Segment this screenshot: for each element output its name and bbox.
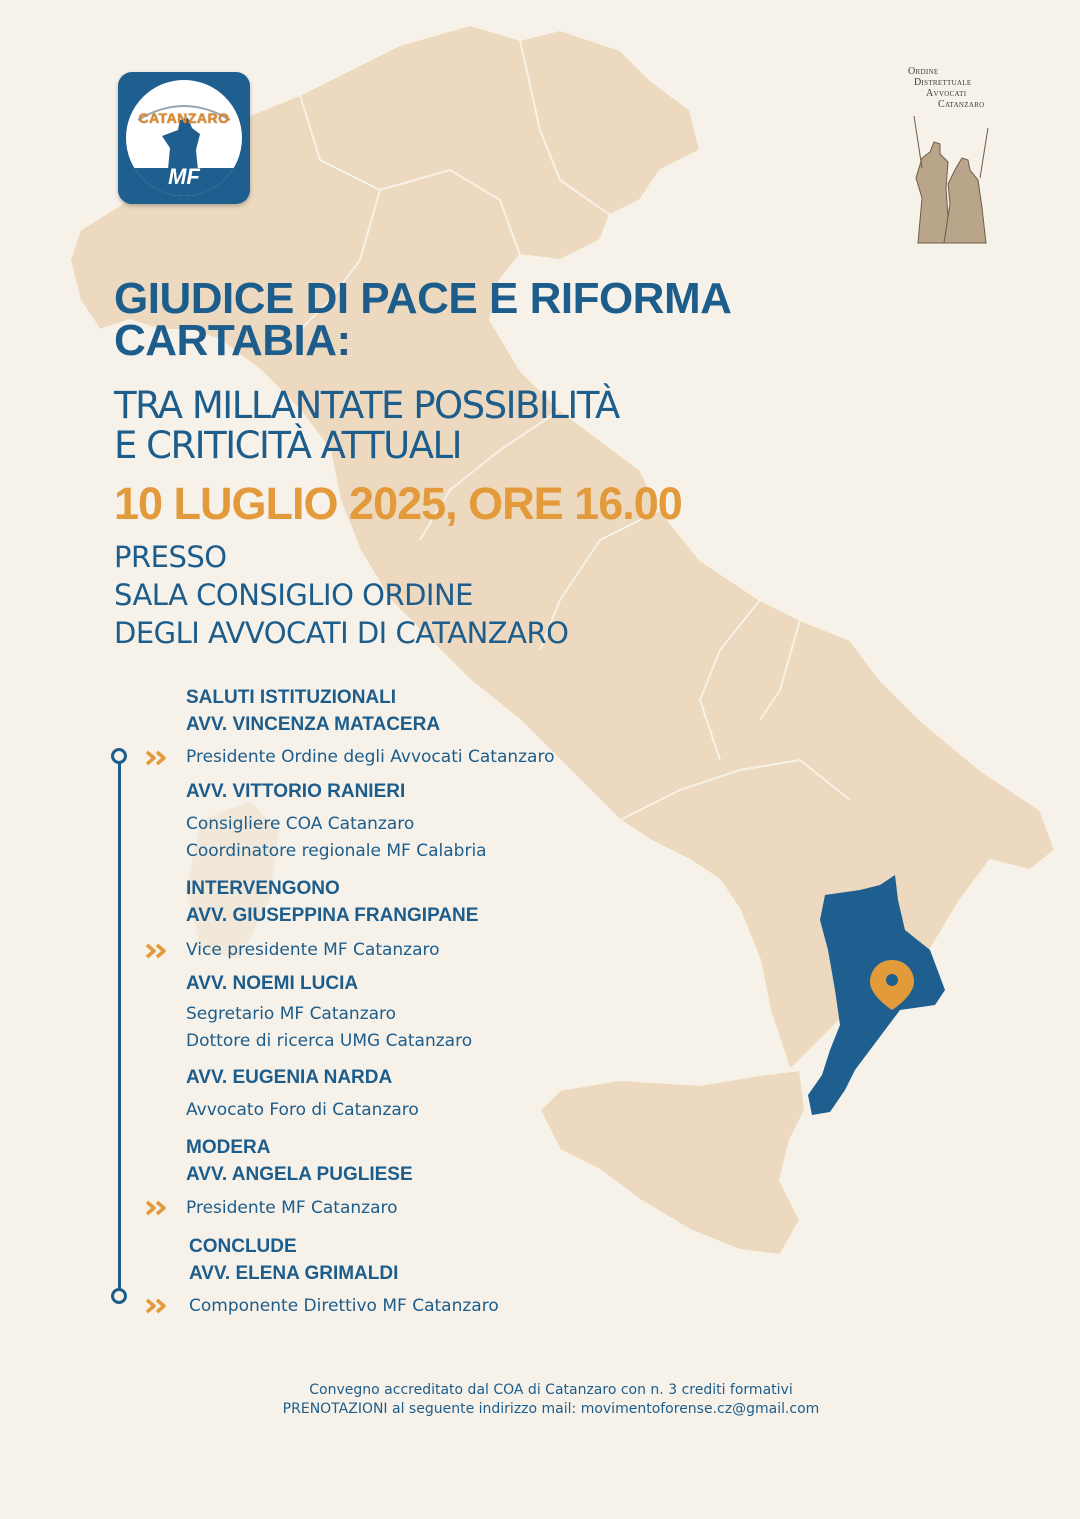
ordine-line-1: Ordine xyxy=(908,66,939,77)
venue-line-3: DEGLI AVVOCATI DI CATANZARO xyxy=(114,616,569,650)
section-heading: INTERVENGONO xyxy=(186,878,340,899)
program-saluti xyxy=(186,684,440,738)
ordine-line-4: Catanzaro xyxy=(938,99,985,110)
event-title xyxy=(114,274,732,365)
section-heading: SALUTI ISTITUZIONALI xyxy=(186,687,397,708)
speaker-role-line: Presidente Ordine degli Avvocati Catanzaro xyxy=(186,747,555,767)
section-heading: CONCLUDE xyxy=(189,1236,297,1257)
event-subtitle xyxy=(114,386,619,466)
speaker-role xyxy=(186,1195,398,1222)
speaker-role xyxy=(186,744,555,771)
speaker-role-line: Coordinatore regionale MF Calabria xyxy=(186,841,487,861)
speaker-name: AVV. GIUSEPPINA FRANGIPANE xyxy=(186,905,479,926)
ordine-avvocati-logo xyxy=(900,66,1000,252)
speaker-role xyxy=(186,937,440,964)
title-line-1: GIUDICE DI PACE E RIFORMA xyxy=(114,274,732,323)
timeline-dot-icon xyxy=(111,748,127,764)
program-conclude xyxy=(189,1233,398,1287)
speaker-role-line: Vice presidente MF Catanzaro xyxy=(186,940,440,960)
speaker-name: AVV. ELENA GRIMALDI xyxy=(189,1263,399,1284)
speaker-name: AVV. VITTORIO RANIERI xyxy=(186,781,406,802)
section-heading: MODERA xyxy=(186,1137,271,1158)
timeline-dot-icon xyxy=(111,1288,127,1304)
speaker-role-line: Componente Direttivo MF Catanzaro xyxy=(189,1296,499,1316)
ordine-line-3: Avvocati xyxy=(926,88,967,99)
speaker-block xyxy=(186,778,405,805)
speaker-role xyxy=(186,811,487,865)
program-modera xyxy=(186,1134,413,1188)
speaker-role-line: Dottore di ricerca UMG Catanzaro xyxy=(186,1031,473,1051)
speaker-name: AVV. ANGELA PUGLIESE xyxy=(186,1164,413,1185)
speaker-role-line: Presidente MF Catanzaro xyxy=(186,1198,398,1218)
chevron-double-right-icon xyxy=(146,943,168,959)
ordine-line-2: Distrettuale xyxy=(914,77,972,88)
logo-city-text: CATANZARO xyxy=(138,110,230,126)
speaker-role-line: Avvocato Foro di Catanzaro xyxy=(186,1100,419,1120)
speaker-role-line: Segretario MF Catanzaro xyxy=(186,1004,397,1024)
subtitle-line-2: E CRITICITÀ ATTUALI xyxy=(114,424,462,467)
event-date: 10 LUGLIO 2025, ORE 16.00 xyxy=(114,478,682,529)
speaker-role xyxy=(186,1001,472,1055)
booking-email-note: PRENOTAZIONI al seguente indirizzo mail: movimentoforense.cz@gmail.com xyxy=(282,1401,820,1417)
chevron-double-right-icon xyxy=(146,1200,168,1216)
justice-figures-icon xyxy=(900,108,1000,248)
program-intervengono xyxy=(186,875,478,929)
chevron-double-right-icon xyxy=(146,750,168,766)
speaker-name: AVV. VINCENZA MATACERA xyxy=(186,714,441,735)
venue-line-1: PRESSO xyxy=(114,540,227,574)
event-venue xyxy=(114,538,568,652)
footer xyxy=(0,1381,1080,1419)
logo-abbr-text: MF xyxy=(168,164,200,189)
speaker-role-line: Consigliere COA Catanzaro xyxy=(186,814,415,834)
mf-catanzaro-logo xyxy=(118,72,250,204)
title-line-2: CARTABIA: xyxy=(114,316,351,365)
chevron-double-right-icon xyxy=(146,1298,168,1314)
venue-line-2: SALA CONSIGLIO ORDINE xyxy=(114,578,473,612)
speaker-block xyxy=(186,970,358,997)
speaker-name: AVV. NOEMI LUCIA xyxy=(186,973,359,994)
speaker-role xyxy=(186,1097,419,1124)
speaker-block xyxy=(186,1064,392,1091)
accreditation-note: Convegno accreditato dal COA di Catanzaro con n. 3 crediti formativi xyxy=(309,1382,793,1398)
speaker-role xyxy=(189,1293,499,1320)
speaker-name: AVV. EUGENIA NARDA xyxy=(186,1067,393,1088)
timeline-line xyxy=(118,760,121,1294)
subtitle-line-1: TRA MILLANTATE POSSIBILITÀ xyxy=(114,384,619,427)
